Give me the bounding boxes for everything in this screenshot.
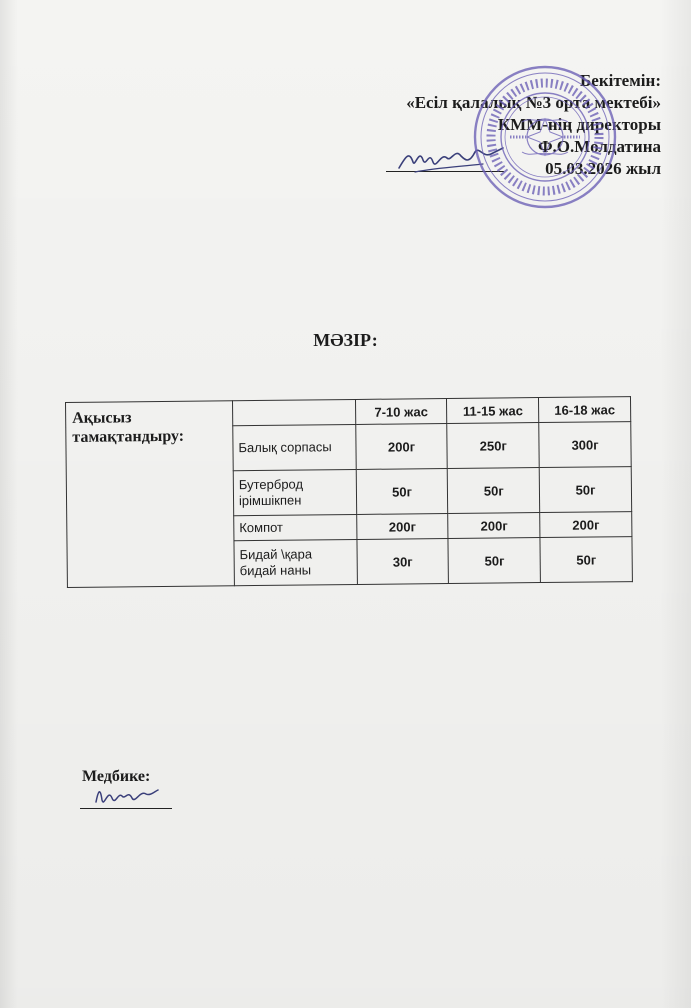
portion-cell: 50г: [356, 468, 448, 514]
portion-cell: 50г: [448, 468, 540, 514]
portion-cell: 50г: [448, 538, 540, 584]
category-cell: Ақысыз тамақтандыру:: [66, 401, 235, 588]
portion-cell: 200г: [448, 513, 540, 539]
portion-cell: 30г: [357, 538, 449, 584]
director-position: КММ-нің директоры: [497, 115, 661, 134]
menu-table: [65, 396, 633, 588]
portion-cell: 200г: [355, 423, 447, 469]
portion-cell: 300г: [539, 422, 631, 468]
approval-date: 05.03.2026 жыл: [545, 159, 661, 178]
portion-cell: 200г: [356, 513, 448, 539]
menu-item-name: Балық сорпасы: [233, 424, 356, 470]
empty-header-cell: [232, 399, 355, 425]
nurse-signature-line: [80, 808, 172, 809]
age-group-header: 7-10 жас: [355, 399, 447, 425]
nurse-label: Медбике:: [82, 768, 151, 785]
school-name: «Есіл қалалық №3 орта мектебі»: [406, 93, 661, 112]
portion-cell: 250г: [447, 423, 539, 469]
menu-item-name: Компот: [234, 514, 357, 540]
portion-cell: 50г: [539, 467, 631, 513]
menu-item-name: Бидай \қара бидай наны: [234, 539, 357, 585]
age-group-header: 16-18 жас: [539, 397, 631, 423]
portion-cell: 200г: [540, 512, 632, 538]
nurse-signature-icon: [90, 778, 160, 812]
menu-item-name: Бутерброд ірімшікпен: [233, 469, 356, 515]
approval-heading: Бекітемін:: [580, 71, 661, 90]
age-group-header: 11-15 жас: [447, 398, 539, 424]
director-name: Ф.О.Молдатина: [537, 137, 661, 156]
portion-cell: 50г: [540, 537, 632, 583]
page-title: МӘЗІР:: [313, 330, 378, 350]
round-official-seal-icon: [470, 62, 620, 212]
